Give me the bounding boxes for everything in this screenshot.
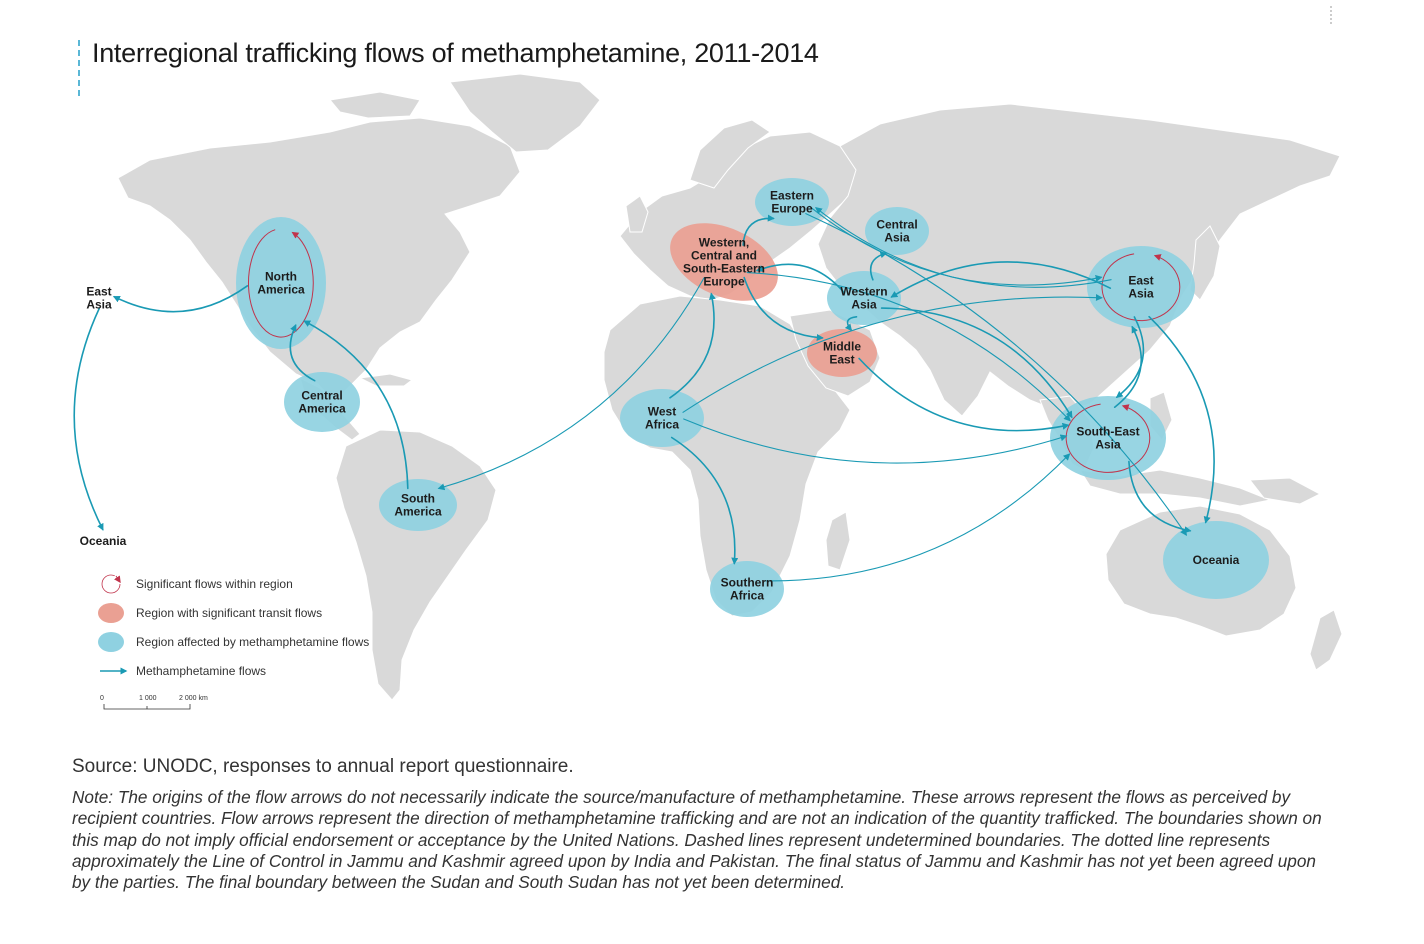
source-text: Source: UNODC, responses to annual report questionnaire. [72,756,574,777]
region-label-west-africa: West Africa [644,404,680,432]
flow-southern-africa-to-south-east-asia [766,454,1069,581]
scale-tick-2000: 2 000 km [179,695,208,702]
land-caribbean [360,374,412,386]
region-label-western-asia: Western Asia [840,284,888,312]
region-label-south-east-asia: South-East Asia [1076,424,1140,452]
legend [98,575,369,709]
region-label-oceania: Oceania [1192,553,1240,567]
region-label-southern-africa: Southern Africa [720,575,774,603]
land-asia [818,104,1340,416]
region-label-central-america: Central America [298,388,346,416]
legend-transit-label: Region with significant transit flows [136,606,323,620]
land-arctic-islands [330,92,420,118]
scale-tick-0: 0 [100,695,104,702]
region-label-western-europe: Western, Central and South-Eastern Europe [682,235,766,289]
region-label-north-america: North America [257,269,305,297]
legend-item-within-flow [102,575,293,593]
legend-within-flow-label: Significant flows within region [136,577,293,591]
scale-tick-1000: 1 000 [139,695,157,702]
edge-label-oceania-west: Oceania [79,534,127,548]
edge-label-east-asia-west: East Asia [86,284,112,312]
note-text: Note: The origins of the flow arrows do not necessarily indicate the source/manufacture of methamphetamine. These arrows represent the flows as perceived by recipient countries. Flow arrows represent the direction of methamphetamine trafficking and are not an indication of the quantity trafficked. The boundaries shown on this map do not imply official endorsement or acceptance by the United Nations. Dashed lines represent undetermined boundaries. The dotted line represents approximately the Line of Control in Jammu and Kashmir agreed upon by India and Pakistan. The final status of Jammu and Kashmir has not yet been agreed upon by the parties. The final boundary between the Sudan and South Sudan has not yet been determined. [72,787,1322,893]
legend-within-flow-arrowhead [116,576,120,582]
legend-item-flow-arrow [100,664,266,678]
region-label-middle-east: Middle East [823,339,861,367]
scale-bar-line [104,704,190,709]
land-madagascar [826,512,850,570]
region-label-south-america: South America [394,491,442,519]
legend-affected-label: Region affected by methamphetamine flows [136,635,370,649]
legend-flow-arrow-label: Methamphetamine flows [136,664,267,678]
land-new-zealand [1310,610,1342,670]
region-label-east-asia: East Asia [1128,273,1154,301]
legend-affected-swatch [98,632,124,652]
flow-east-asia-west-to-oceania-west [74,309,103,530]
land-south-america [336,430,496,700]
region-label-eastern-europe: Eastern Europe [769,188,815,216]
region-label-central-asia: Central Asia [876,217,918,245]
legend-transit-swatch [98,603,124,623]
legend-item-transit [98,603,322,623]
map-title: Interregional trafficking flows of methamphetamine, 2011-2014 [92,38,819,68]
scale-bar [100,695,208,709]
legend-item-affected [98,632,369,652]
